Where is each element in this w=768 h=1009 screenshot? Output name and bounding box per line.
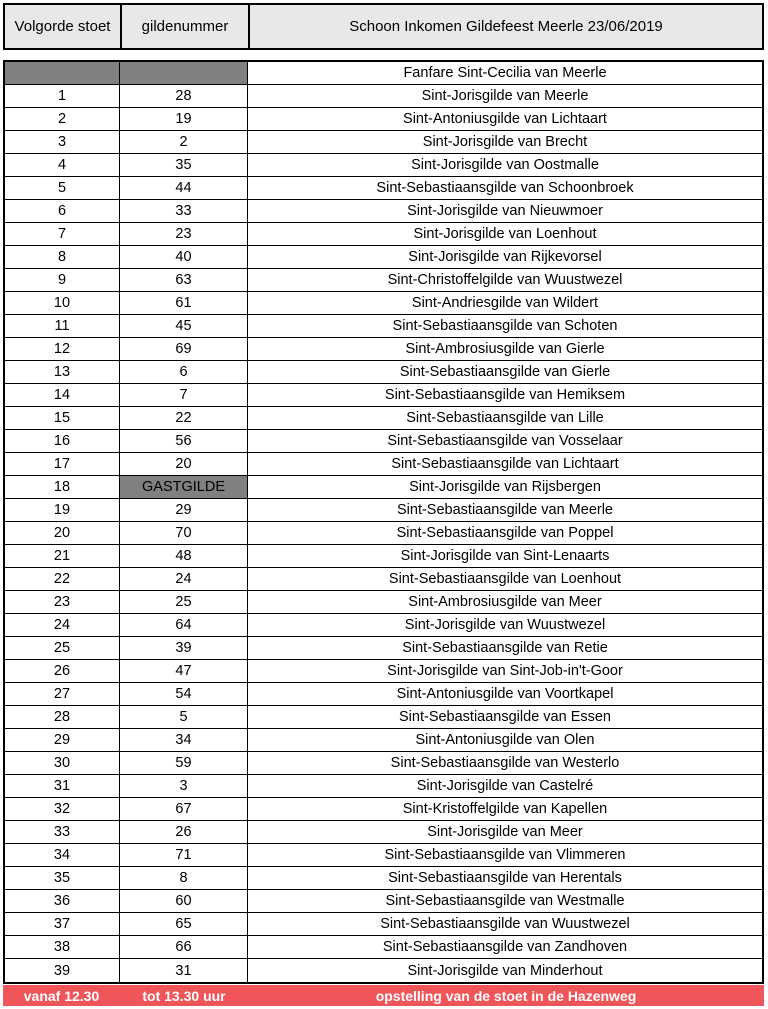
- guild-name-cell: Sint-Sebastiaansgilde van Westmalle: [385, 893, 625, 909]
- guild-name-cell: Sint-Sebastiaansgilde van Essen: [399, 709, 611, 725]
- order-cell: 22: [5, 568, 120, 590]
- guild-number-cell: 19: [120, 108, 248, 130]
- guild-number-cell: 29: [120, 499, 248, 521]
- footer-bar: [3, 985, 764, 1006]
- order-cell: 36: [5, 890, 120, 912]
- table-row: [5, 821, 762, 844]
- guild-name-cell: Sint-Ambrosiusgilde van Meer: [408, 594, 602, 610]
- table-row: [5, 522, 762, 545]
- table-row: [5, 890, 762, 913]
- order-cell: 35: [5, 867, 120, 889]
- table-row: [5, 200, 762, 223]
- guild-number-cell: 45: [120, 315, 248, 337]
- guild-name-cell: Sint-Sebastiaansgilde van Zandhoven: [382, 939, 628, 955]
- order-cell: 25: [5, 637, 120, 659]
- table-row: [5, 545, 762, 568]
- order-cell: 39: [5, 959, 120, 982]
- table-header: [3, 3, 764, 50]
- header-guild-number: gildenummer: [122, 5, 250, 48]
- guild-name-cell: Sint-Jorisgilde van Brecht: [422, 134, 588, 150]
- guild-name-cell: Sint-Antoniusgilde van Lichtaart: [403, 111, 607, 127]
- order-cell: 26: [5, 660, 120, 682]
- guild-number-cell: 40: [120, 246, 248, 268]
- order-cell: 3: [5, 131, 120, 153]
- guild-number-cell: 28: [120, 85, 248, 107]
- order-cell: 38: [5, 936, 120, 958]
- guild-number-cell: 22: [120, 407, 248, 429]
- guild-number-cell: 66: [120, 936, 248, 958]
- order-cell: 32: [5, 798, 120, 820]
- order-cell: 19: [5, 499, 120, 521]
- guild-name-cell: Sint-Christoffelgilde van Wuustwezel: [387, 272, 623, 288]
- guild-number-cell: 35: [120, 154, 248, 176]
- guild-name-cell: Sint-Antoniusgilde van Olen: [415, 732, 595, 748]
- order-cell: 16: [5, 430, 120, 452]
- guild-number-cell: 67: [120, 798, 248, 820]
- table-row: [5, 913, 762, 936]
- guild-number-cell: 7: [120, 384, 248, 406]
- table-row: [5, 499, 762, 522]
- table-row: [5, 752, 762, 775]
- guild-number-cell: GASTGILDE: [120, 476, 248, 498]
- guild-name-cell: Sint-Ambrosiusgilde van Gierle: [405, 341, 605, 357]
- guild-number-cell: 59: [120, 752, 248, 774]
- table-row: [5, 223, 762, 246]
- guild-number-cell: 65: [120, 913, 248, 935]
- table-row: [5, 706, 762, 729]
- guild-name-cell: Sint-Sebastiaansgilde van Herentals: [388, 870, 622, 886]
- guild-name-cell: Sint-Jorisgilde van Rijsbergen: [409, 479, 601, 495]
- order-cell: 18: [5, 476, 120, 498]
- order-cell: 29: [5, 729, 120, 751]
- table-row: [5, 154, 762, 177]
- footer-assembly-note: opstelling van de stoet in de Hazenweg: [375, 987, 637, 1004]
- guild-name-cell: Sint-Sebastiaansgilde van Lichtaart: [391, 456, 619, 472]
- table-row: [5, 591, 762, 614]
- guild-number-cell: 34: [120, 729, 248, 751]
- guild-number-cell: 47: [120, 660, 248, 682]
- guild-name-cell: Sint-Sebastiaansgilde van Lille: [406, 410, 604, 426]
- order-cell: 7: [5, 223, 120, 245]
- guild-name-cell: Sint-Sebastiaansgilde van Meerle: [396, 502, 613, 518]
- order-cell: 10: [5, 292, 120, 314]
- order-cell: 31: [5, 775, 120, 797]
- table-row: [5, 131, 762, 154]
- order-cell: 11: [5, 315, 120, 337]
- guild-name-cell: Sint-Jorisgilde van Sint-Job-in't-Goor: [387, 663, 623, 679]
- order-cell: 13: [5, 361, 120, 383]
- table-row: [5, 407, 762, 430]
- order-cell: 21: [5, 545, 120, 567]
- order-cell: 24: [5, 614, 120, 636]
- guild-number-cell: 3: [120, 775, 248, 797]
- guild-number-cell: 26: [120, 821, 248, 843]
- guild-name-cell: Sint-Andriesgilde van Wildert: [411, 295, 599, 311]
- table-body: [3, 60, 764, 984]
- table-row: [5, 361, 762, 384]
- table-row: [5, 867, 762, 890]
- table-row: [5, 384, 762, 407]
- header-title: Schoon Inkomen Gildefeest Meerle 23/06/2019: [349, 18, 663, 35]
- footer-until-time: tot 13.30 uur: [142, 987, 226, 1004]
- guild-number-cell: 2: [120, 131, 248, 153]
- table-row: [5, 269, 762, 292]
- guild-name-cell: Sint-Sebastiaansgilde van Retie: [402, 640, 608, 656]
- guild-name-cell: Fanfare Sint-Cecilia van Meerle: [403, 65, 607, 81]
- guild-name-cell: Sint-Sebastiaansgilde van Wuustwezel: [380, 916, 630, 932]
- table-row: [5, 614, 762, 637]
- table-row: [5, 936, 762, 959]
- guild-number-cell: 63: [120, 269, 248, 291]
- order-cell: 28: [5, 706, 120, 728]
- guild-number-cell: 54: [120, 683, 248, 705]
- guild-name-cell: Sint-Jorisgilde van Minderhout: [407, 962, 603, 979]
- guild-number-cell: 24: [120, 568, 248, 590]
- guild-number-cell: 64: [120, 614, 248, 636]
- table-row: [5, 844, 762, 867]
- table-row: [5, 729, 762, 752]
- order-cell: 30: [5, 752, 120, 774]
- order-cell: 34: [5, 844, 120, 866]
- table-row: [5, 683, 762, 706]
- table-row: [5, 637, 762, 660]
- guild-number-cell: 31: [120, 959, 248, 982]
- guild-name-cell: Sint-Jorisgilde van Nieuwmoer: [407, 203, 603, 219]
- guild-number-cell: 48: [120, 545, 248, 567]
- guild-number-cell: 23: [120, 223, 248, 245]
- guild-name-cell: Sint-Kristoffelgilde van Kapellen: [402, 801, 608, 817]
- guild-number-cell: 39: [120, 637, 248, 659]
- order-cell: 9: [5, 269, 120, 291]
- guild-number-cell: 33: [120, 200, 248, 222]
- table-row: [5, 959, 762, 982]
- table-row: [5, 292, 762, 315]
- guild-number-cell: 61: [120, 292, 248, 314]
- order-cell: 8: [5, 246, 120, 268]
- table-row: [5, 430, 762, 453]
- order-cell: 1: [5, 85, 120, 107]
- order-cell: 12: [5, 338, 120, 360]
- guild-name-cell: Sint-Sebastiaansgilde van Schoonbroek: [376, 180, 634, 196]
- table-row: [5, 568, 762, 591]
- table-row: [5, 177, 762, 200]
- guild-name-cell: Sint-Jorisgilde van Sint-Lenaarts: [400, 548, 610, 564]
- order-cell: [5, 62, 120, 84]
- guild-number-cell: 60: [120, 890, 248, 912]
- guild-number-cell: 44: [120, 177, 248, 199]
- guild-name-cell: Sint-Sebastiaansgilde van Vlimmeren: [384, 847, 626, 863]
- guild-name-cell: Sint-Jorisgilde van Oostmalle: [411, 157, 599, 173]
- guild-name-cell: Sint-Jorisgilde van Wuustwezel: [404, 617, 606, 633]
- table-row: [5, 775, 762, 798]
- table-row: [5, 85, 762, 108]
- order-cell: 15: [5, 407, 120, 429]
- guild-name-cell: Sint-Sebastiaansgilde van Loenhout: [388, 571, 622, 587]
- guild-name-cell: Sint-Sebastiaansgilde van Gierle: [399, 364, 611, 380]
- guild-name-cell: Sint-Sebastiaansgilde van Poppel: [396, 525, 614, 541]
- order-cell: 27: [5, 683, 120, 705]
- order-cell: 6: [5, 200, 120, 222]
- guild-number-cell: 5: [120, 706, 248, 728]
- table-row: [5, 660, 762, 683]
- guild-number-cell: 8: [120, 867, 248, 889]
- table-row: [5, 62, 762, 85]
- guild-name-cell: Sint-Sebastiaansgilde van Vosselaar: [387, 433, 623, 449]
- order-cell: 14: [5, 384, 120, 406]
- order-cell: 2: [5, 108, 120, 130]
- schedule-sheet: [3, 3, 764, 1006]
- guild-number-cell: 56: [120, 430, 248, 452]
- guild-name-cell: Sint-Antoniusgilde van Voortkapel: [396, 686, 614, 702]
- guild-number-cell: [120, 62, 248, 84]
- order-cell: 37: [5, 913, 120, 935]
- guild-number-cell: 6: [120, 361, 248, 383]
- order-cell: 20: [5, 522, 120, 544]
- guild-number-cell: 25: [120, 591, 248, 613]
- table-row: [5, 476, 762, 499]
- order-cell: 23: [5, 591, 120, 613]
- guild-number-cell: 69: [120, 338, 248, 360]
- guild-number-cell: 70: [120, 522, 248, 544]
- table-row: [5, 798, 762, 821]
- header-order: Volgorde stoet: [5, 5, 122, 48]
- guild-name-cell: Sint-Sebastiaansgilde van Schoten: [392, 318, 618, 334]
- guild-name-cell: Sint-Sebastiaansgilde van Hemiksem: [384, 387, 626, 403]
- guild-name-cell: Sint-Jorisgilde van Loenhout: [413, 226, 597, 242]
- table-row: [5, 246, 762, 269]
- table-row: [5, 453, 762, 476]
- order-cell: 17: [5, 453, 120, 475]
- guild-name-cell: Sint-Jorisgilde van Meer: [427, 824, 583, 840]
- guild-number-cell: 20: [120, 453, 248, 475]
- guild-name-cell: Sint-Jorisgilde van Castelré: [416, 778, 594, 794]
- guild-name-cell: Sint-Jorisgilde van Rijkevorsel: [408, 249, 602, 265]
- order-cell: 33: [5, 821, 120, 843]
- guild-number-cell: 71: [120, 844, 248, 866]
- table-row: [5, 315, 762, 338]
- guild-name-cell: Sint-Jorisgilde van Meerle: [421, 88, 589, 104]
- table-row: [5, 108, 762, 131]
- footer-from-time: vanaf 12.30: [23, 987, 100, 1004]
- table-row: [5, 338, 762, 361]
- order-cell: 4: [5, 154, 120, 176]
- guild-name-cell: Sint-Sebastiaansgilde van Westerlo: [390, 755, 620, 771]
- order-cell: 5: [5, 177, 120, 199]
